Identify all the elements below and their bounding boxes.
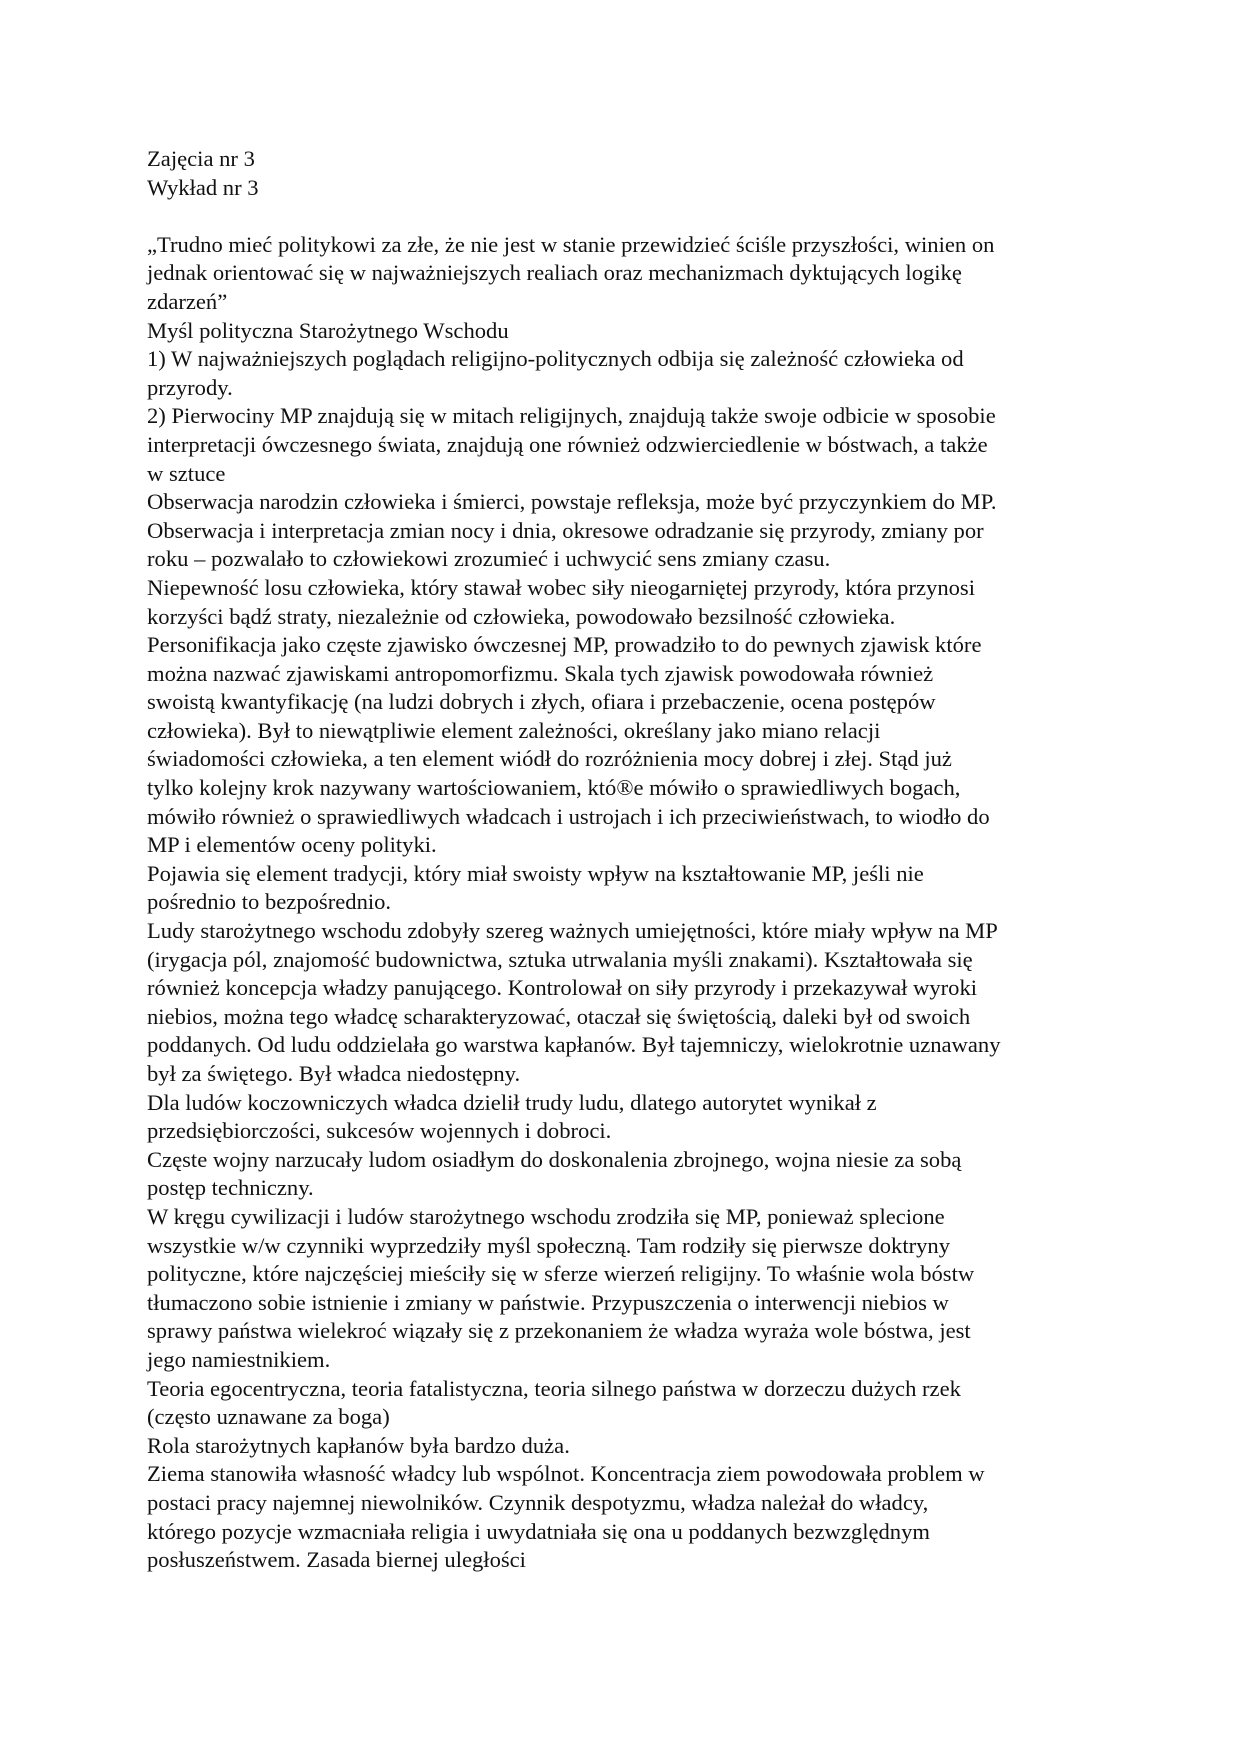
text-line: Pojawia się element tradycji, który miał swoisty wpływ na kształtowanie MP, jeśli nie [147, 860, 924, 886]
text-line: roku – pozwalało to człowiekowi zrozumieć i uchwycić sens zmiany czasu. [147, 546, 831, 572]
text-line: mówiło również o sprawiedliwych władcach i ustrojach i ich przeciwieństwach, to wiodło do [147, 803, 990, 829]
text-line: którego pozycje wzmacniała religia i uwydatniała się ona u poddanych bezwzględnym [147, 1518, 930, 1544]
text-line: pośrednio to bezpośrednio. [147, 889, 392, 915]
text-line: Obserwacja narodzin człowieka i śmierci, powstaje refleksja, może być przyczynkiem do MP. [147, 489, 997, 515]
text-line: postęp techniczny. [147, 1175, 314, 1201]
text-line: wszystkie w/w czynniki wyprzedziły myśl społeczną. Tam rodziły się pierwsze doktryny [147, 1232, 951, 1258]
document-body [147, 145, 1107, 1575]
text-line: tłumaczono sobie istnienie i zmiany w państwie. Przypuszczenia o interwencji niebios w [147, 1289, 949, 1315]
text-line: tylko kolejny krok nazywany wartościowaniem, któ®e mówiło o sprawiedliwych bogach, [147, 775, 961, 801]
paragraph-gap [147, 202, 1107, 231]
text-line: przyrody. [147, 374, 233, 400]
text-line: 2) Pierwociny MP znajdują się w mitach religijnych, znajdują także swoje odbicie w sposobie [147, 403, 996, 429]
text-line: w sztuce [147, 460, 226, 486]
text-line: człowieka). Był to niewątpliwie element zależności, określany jako miano relacji [147, 717, 881, 743]
text-line: Ziema stanowiła własność władcy lub wspólnot. Koncentracja ziem powodowała problem w [147, 1461, 985, 1487]
text-line: postaci pracy najemnej niewolników. Czynnik despotyzmu, władza należał do władcy, [147, 1489, 929, 1515]
document-lines [147, 231, 1107, 1575]
text-line: przedsiębiorczości, sukcesów wojennych i dobroci. [147, 1118, 612, 1144]
text-line: Ludy starożytnego wschodu zdobyły szereg ważnych umiejętności, które miały wpływ na MP [147, 918, 998, 944]
text-line: Obserwacja i interpretacja zmian nocy i dnia, okresowe odradzanie się przyrody, zmiany por [147, 517, 984, 543]
text-line: świadomości człowieka, a ten element wiódł do rozróżnienia mocy dobrej i złej. Stąd już [147, 746, 952, 772]
text-line: W kręgu cywilizacji i ludów starożytnego wschodu zrodziła się MP, ponieważ splecione [147, 1203, 945, 1229]
text-line: zdarzeń” [147, 288, 228, 314]
header-line: Zajęcia nr 3 [147, 146, 255, 171]
text-line: Myśl polityczna Starożytnego Wschodu [147, 317, 509, 343]
text-line: niebios, można tego władcę scharakteryzować, otaczał się świętością, daleki był od swoich [147, 1003, 971, 1029]
text-line: można nazwać zjawiskami antropomorfizmu. Skala tych zjawisk powodowała również [147, 660, 934, 686]
text-line: MP i elementów oceny polityki. [147, 832, 437, 858]
text-line: 1) W najważniejszych poglądach religijno-politycznych odbija się zależność człowieka od [147, 346, 964, 372]
text-line: jego namiestnikiem. [147, 1346, 331, 1372]
text-line: Częste wojny narzucały ludom osiadłym do doskonalenia zbrojnego, wojna niesie za sobą [147, 1146, 962, 1172]
text-line: korzyści bądź straty, niezależnie od człowieka, powodowało bezsilność człowieka. [147, 603, 896, 629]
text-line: Personifikacja jako częste zjawisko ówczesnej MP, prowadziło to do pewnych zjawisk które [147, 632, 982, 658]
text-line: sprawy państwa wielekroć wiązały się z przekonaniem że władza wyraża wole bóstwa, jest [147, 1318, 971, 1344]
text-line: Rola starożytnych kapłanów była bardzo duża. [147, 1432, 570, 1458]
text-line: był za świętego. Był władca niedostępny. [147, 1061, 521, 1086]
text-line: Teoria egocentryczna, teoria fatalistyczna, teoria silnego państwa w dorzeczu dużych rzek [147, 1375, 961, 1401]
text-line: również koncepcja władzy panującego. Kontrolował on siły przyrody i przekazywał wyroki [147, 975, 978, 1001]
text-line: (często uznawane za boga) [147, 1404, 390, 1430]
text-line: (irygacja pól, znajomość budownictwa, sztuka utrwalania myśli znakami). Kształtowała się [147, 946, 973, 972]
text-line: poddanych. Od ludu oddzielała go warstwa kapłanów. Był tajemniczy, wielokrotnie uznawany [147, 1032, 1001, 1058]
text-line: posłuszeństwem. Zasada biernej uległości [147, 1547, 526, 1573]
text-line: interpretacji ówczesnego świata, znajdują one również odzwierciedlenie w bóstwach, a także [147, 431, 988, 457]
text-line: Niepewność losu człowieka, który stawał wobec siły nieogarniętej przyrody, która przynosi [147, 574, 975, 600]
text-line: swoistą kwantyfikację (na ludzi dobrych i złych, ofiara i przebaczenie, ocena postępów [147, 689, 936, 715]
header-line: Wykład nr 3 [147, 174, 259, 200]
text-line: jednak orientować się w najważniejszych realiach oraz mechanizmach dyktujących logikę [147, 260, 962, 286]
text-line: „Trudno mieć politykowi za złe, że nie jest w stanie przewidzieć ściśle przyszłości, winien on [147, 231, 995, 257]
text-line: polityczne, które najczęściej mieściły się w sferze wierzeń religijny. To właśnie wola bóstw [147, 1261, 975, 1287]
text-line: Dla ludów koczowniczych władca dzielił trudy ludu, dlatego autorytet wynikał z [147, 1089, 877, 1115]
